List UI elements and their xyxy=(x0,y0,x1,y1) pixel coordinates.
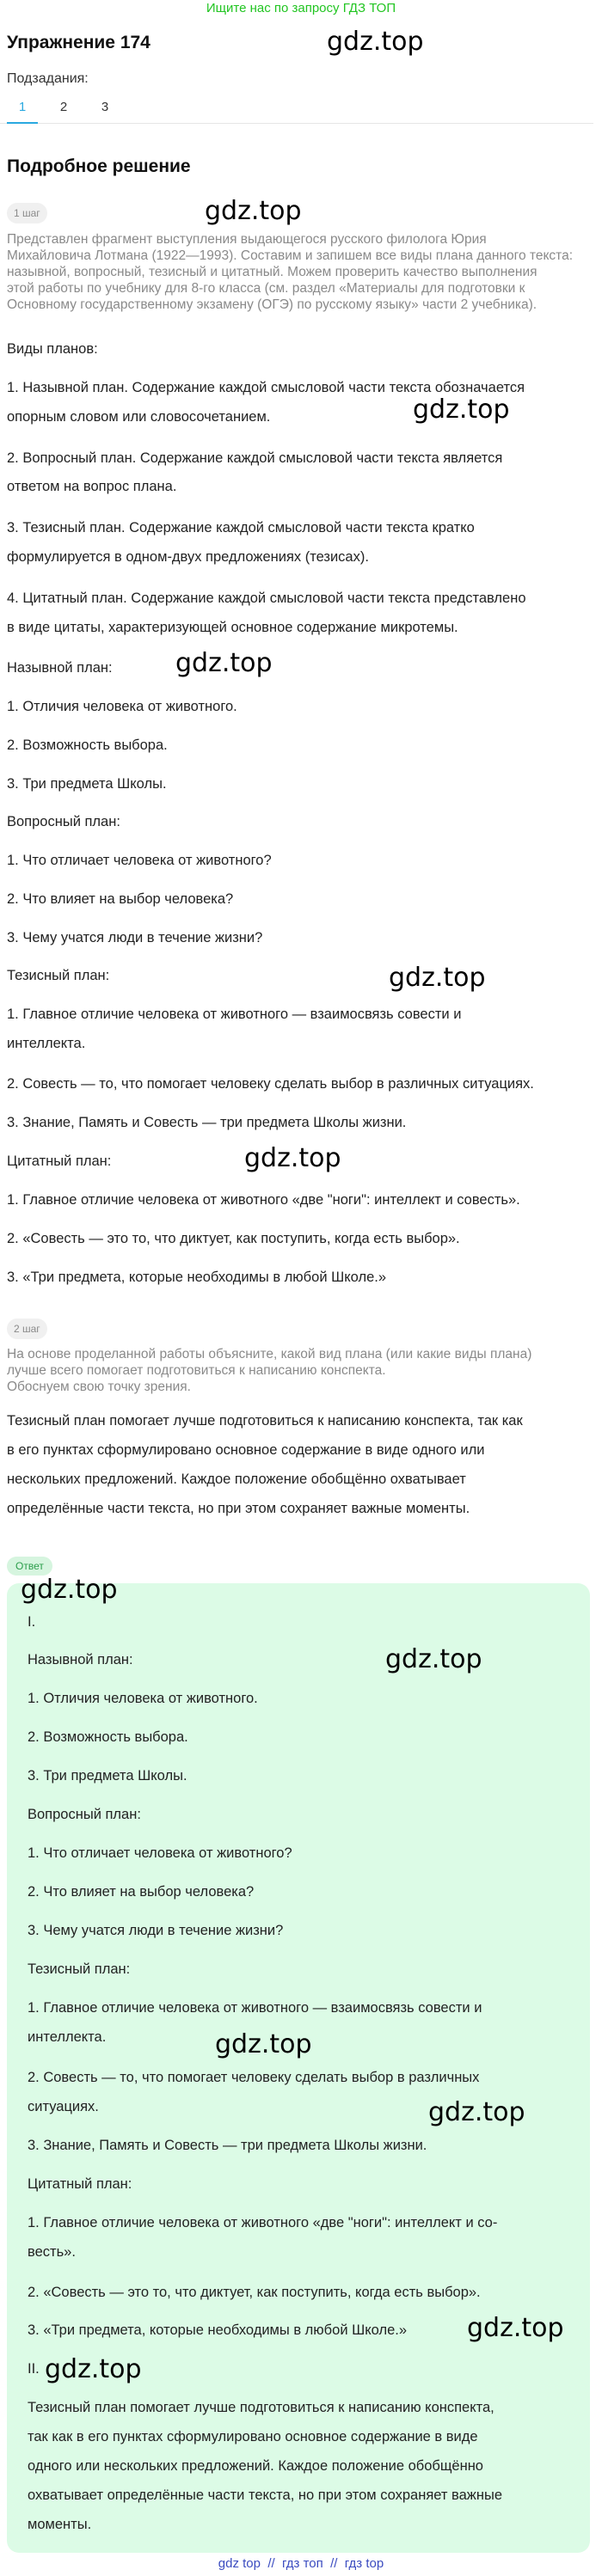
nominal-item: 3. Три предмета Школы. xyxy=(7,776,167,792)
plan-type-3-line-2: формулируется в одном-двух предложениях (тезисах). xyxy=(7,549,369,565)
answer-quote-heading: Цитатный план: xyxy=(28,2176,132,2192)
watermark: gdz.top xyxy=(215,2029,312,2059)
tab-2[interactable] xyxy=(48,96,79,124)
nominal-item: 2. Возможность выбора. xyxy=(7,737,168,753)
watermark: gdz.top xyxy=(389,963,486,993)
watermark: gdz.top xyxy=(175,648,273,678)
answer-final-line: моменты. xyxy=(28,2517,92,2532)
plans-heading: Виды планов: xyxy=(7,341,98,357)
plan-type-1-line-1: 1. Назывной план. Содержание каждой смысловой части текста обозначается xyxy=(7,380,525,395)
answer-quote-item-3: 3. «Три предмета, которые необходимы в любой Школе.» xyxy=(28,2322,408,2338)
answer-thesis-item-2-line-2: ситуациях. xyxy=(28,2099,99,2114)
answer-question-item: 3. Чему учатся люди в течение жизни? xyxy=(28,1923,284,1938)
task-line: Основному государственному экзамену (ОГЭ) по русскому языку» части 2 учебника). xyxy=(7,297,538,312)
step-1-badge: 1 шаг xyxy=(7,203,47,223)
subtasks-label: Подзадания: xyxy=(7,71,89,86)
task-line: Представлен фрагмент выступления выдающегося русского филолога Юрия xyxy=(7,232,487,247)
answer-question-item: 2. Что влияет на выбор человека? xyxy=(28,1884,255,1900)
solution-title: Подробное решение xyxy=(7,156,191,176)
answer-thesis-heading: Тезисный план: xyxy=(28,1961,131,1977)
task-line: Михайловича Лотмана (1922—1993). Составим и запишем все виды плана данного текста: xyxy=(7,248,574,263)
quote-item: 3. «Три предмета, которые необходимы в любой Школе.» xyxy=(7,1270,387,1285)
thesis-item-3: 3. Знание, Память и Совесть — три предмета Школы жизни. xyxy=(7,1115,407,1130)
thesis-item-1-line-2: интеллекта. xyxy=(7,1036,86,1051)
step-2-answer-line: Тезисный план помогает лучше подготовиться к написанию конспекта, так как xyxy=(7,1413,523,1429)
quote-heading: Цитатный план: xyxy=(7,1153,112,1169)
answer-thesis-item-1-line-2: интеллекта. xyxy=(28,2029,107,2045)
tab-2-label: 2 xyxy=(59,100,68,114)
answer-thesis-item-1-line-1: 1. Главное отличие человека от животного — взаимосвязь совести и xyxy=(28,2000,482,2016)
tab-1[interactable] xyxy=(7,96,38,124)
task-line: лучше всего помогает подготовиться к написанию конспекта. xyxy=(7,1363,386,1378)
footer-links[interactable] xyxy=(0,2555,602,2573)
tab-3[interactable] xyxy=(89,96,120,124)
answer-final-line: одного или нескольких предложений. Каждое положение обобщённо xyxy=(28,2458,483,2474)
thesis-heading: Тезисный план: xyxy=(7,968,110,983)
answer-nominal-item: 2. Возможность выбора. xyxy=(28,1729,188,1745)
step-2-answer-line: нескольких предложений. Каждое положение обобщённо охватывает xyxy=(7,1472,466,1487)
watermark: gdz.top xyxy=(45,2354,142,2384)
answer-quote-item-1-line-1: 1. Главное отличие человека от животного «две "ноги": интеллект и со- xyxy=(28,2215,498,2230)
answer-final-line: так как в его пунктах сформулировано основное содержание в виде xyxy=(28,2429,478,2444)
task-line: Обоснуем свою точку зрения. xyxy=(7,1380,191,1394)
answer-quote-item-2: 2. «Совесть — это то, что диктует, как поступить, когда есть выбор». xyxy=(28,2285,481,2300)
answer-nominal-item: 3. Три предмета Школы. xyxy=(28,1768,187,1784)
quote-item: 2. «Совесть — это то, что диктует, как поступить, когда есть выбор». xyxy=(7,1231,460,1246)
plan-type-1-line-2: опорным словом или словосочетанием. xyxy=(7,409,271,425)
subtask-tabs xyxy=(0,96,593,124)
answer-final-line: охватывает определённые части текста, но при этом сохраняет важные xyxy=(28,2487,502,2503)
plan-type-2-line-1: 2. Вопросный план. Содержание каждой смысловой части текста является xyxy=(7,450,503,466)
question-item: 1. Что отличает человека от животного? xyxy=(7,853,272,868)
watermark: gdz.top xyxy=(413,395,510,425)
top-banner[interactable] xyxy=(0,0,602,19)
thesis-item-2: 2. Совесть — то, что помогает человеку сделать выбор в различных ситуациях. xyxy=(7,1076,534,1092)
step-2-badge: 2 шаг xyxy=(7,1319,47,1339)
answer-question-item: 1. Что отличает человека от животного? xyxy=(28,1845,292,1861)
footer-text[interactable]: gdz top // гдз топ // гдз top xyxy=(218,2556,384,2571)
top-banner-text[interactable]: Ищите нас по запросу ГДЗ ТОП xyxy=(206,1,396,15)
step-2-answer-line: в его пунктах сформулировано основное содержание в виде одного или xyxy=(7,1442,485,1458)
watermark: gdz.top xyxy=(21,1575,118,1605)
task-line: этой работы по учебнику для 8-го класса (см. раздел «Материалы для подготовки к xyxy=(7,281,525,296)
plan-type-4-line-2: в виде цитаты, характеризующей основное содержание микротемы. xyxy=(7,620,458,635)
answer-question-heading: Вопросный план: xyxy=(28,1807,141,1822)
thesis-item-1-line-1: 1. Главное отличие человека от животного — взаимосвязь совести и xyxy=(7,1007,462,1022)
watermark: gdz.top xyxy=(244,1143,341,1173)
task-line: назывной, вопросный, тезисный и цитатный. Можем проверить качество выполнения xyxy=(7,265,538,279)
answer-nominal-item: 1. Отличия человека от животного. xyxy=(28,1691,258,1706)
answer-badge: Ответ xyxy=(7,1557,52,1576)
question-item: 3. Чему учатся люди в течение жизни? xyxy=(7,930,263,945)
answer-thesis-item-3: 3. Знание, Память и Совесть — три предмета Школы жизни. xyxy=(28,2138,427,2153)
answer-nominal-heading: Назывной план: xyxy=(28,1652,133,1667)
plan-type-2-line-2: ответом на вопрос плана. xyxy=(7,479,177,494)
watermark: gdz.top xyxy=(467,2313,564,2343)
task-line: На основе проделанной работы объясните, какой вид плана (или какие виды плана) xyxy=(7,1347,532,1361)
answer-thesis-item-2-line-1: 2. Совесть — то, что помогает человеку сделать выбор в различных xyxy=(28,2070,480,2085)
tab-1-label: 1 xyxy=(18,100,27,114)
question-heading: Вопросный план: xyxy=(7,814,120,829)
nominal-heading: Назывной план: xyxy=(7,660,113,676)
watermark: gdz.top xyxy=(385,1644,482,1674)
watermark: gdz.top xyxy=(205,196,302,226)
answer-roman-1: I. xyxy=(28,1614,36,1630)
watermark: gdz.top xyxy=(428,2097,525,2127)
answer-roman-2: II. xyxy=(28,2361,40,2377)
page-title: Упражнение 174 xyxy=(7,33,150,52)
answer-final-line: Тезисный план помогает лучше подготовиться к написанию конспекта, xyxy=(28,2400,494,2415)
quote-item: 1. Главное отличие человека от животного «две "ноги": интеллект и совесть». xyxy=(7,1192,520,1208)
watermark: gdz.top xyxy=(327,27,424,57)
plan-type-4-line-1: 4. Цитатный план. Содержание каждой смысловой части текста представлено xyxy=(7,590,526,606)
answer-quote-item-1-line-2: весть». xyxy=(28,2244,76,2260)
tab-3-label: 3 xyxy=(101,100,109,114)
plan-type-3-line-1: 3. Тезисный план. Содержание каждой смысловой части текста кратко xyxy=(7,520,475,535)
question-item: 2. Что влияет на выбор человека? xyxy=(7,891,234,907)
step-2-answer-line: определённые части текста, но при этом сохраняет важные моменты. xyxy=(7,1501,470,1516)
nominal-item: 1. Отличия человека от животного. xyxy=(7,699,237,714)
